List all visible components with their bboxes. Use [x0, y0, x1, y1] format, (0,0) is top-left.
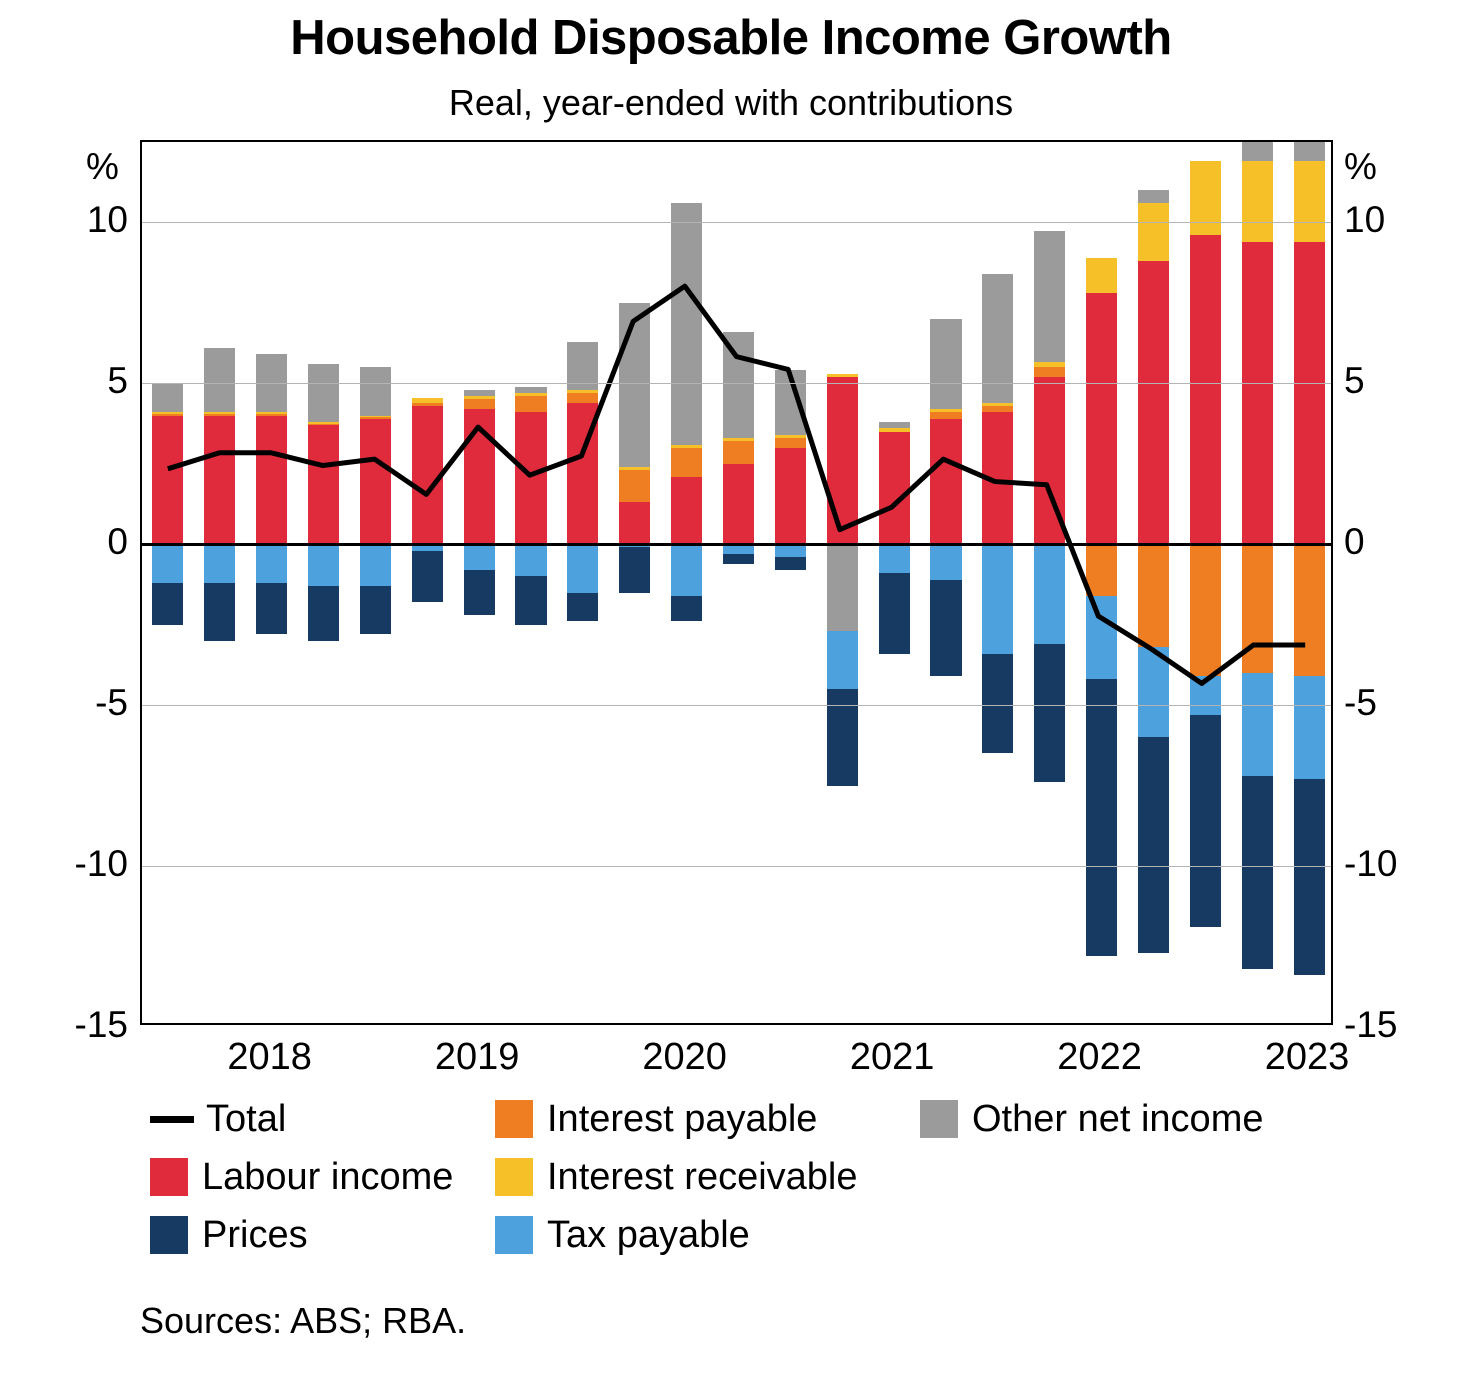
- y-tick-label: -10: [1344, 843, 1398, 885]
- x-tick-label: 2019: [434, 1036, 520, 1078]
- color-swatch-icon: [495, 1216, 533, 1254]
- y-tick-label: 0: [1344, 521, 1365, 563]
- legend-label: Other net income: [972, 1097, 1264, 1140]
- y-tick-label: -10: [74, 843, 128, 885]
- color-swatch-icon: [150, 1158, 188, 1196]
- legend-row: [150, 1206, 1400, 1264]
- gridline: [142, 705, 1331, 706]
- y-axis-unit-right: %: [1344, 146, 1377, 187]
- legend-row: [150, 1148, 1400, 1206]
- x-tick-label: 2020: [642, 1036, 727, 1078]
- chart-legend: [150, 1090, 1400, 1264]
- legend-item-total: [150, 1098, 495, 1141]
- plot-area: [140, 140, 1333, 1025]
- sources-note: Sources: ABS; RBA.: [140, 1300, 467, 1341]
- y-tick-label: 5: [107, 360, 128, 402]
- y-tick-label: 10: [86, 199, 128, 241]
- legend-item-labour-income: [150, 1156, 495, 1199]
- x-tick-label: 2023: [1264, 1036, 1350, 1078]
- y-tick-label: 10: [1344, 199, 1386, 241]
- legend-item-prices: [150, 1214, 495, 1257]
- legend-row: [150, 1090, 1400, 1148]
- x-tick-label: 2018: [227, 1036, 312, 1078]
- legend-label: Tax payable: [547, 1213, 750, 1256]
- legend-label: Prices: [202, 1213, 308, 1256]
- gridline: [142, 383, 1331, 384]
- color-swatch-icon: [495, 1100, 533, 1138]
- zero-axis-line: [142, 543, 1331, 546]
- y-tick-label: -5: [95, 682, 128, 724]
- color-swatch-icon: [150, 1216, 188, 1254]
- legend-label: Total: [206, 1097, 287, 1140]
- y-tick-label: -5: [1344, 682, 1377, 724]
- y-tick-label: 5: [1344, 360, 1365, 402]
- gridline: [142, 866, 1331, 867]
- y-tick-label: 0: [107, 521, 128, 563]
- line-swatch-icon: [150, 1116, 194, 1123]
- chart-subtitle: Real, year-ended with contributions: [448, 82, 1014, 123]
- x-tick-label: 2021: [849, 1036, 935, 1078]
- legend-item-other-net-income: [920, 1098, 1360, 1141]
- legend-item-interest-receivable: [495, 1156, 920, 1199]
- color-swatch-icon: [495, 1158, 533, 1196]
- x-tick-label: 2022: [1057, 1036, 1142, 1078]
- page-title: Household Disposable Income Growth: [290, 11, 1172, 65]
- y-tick-label: -15: [1344, 1004, 1398, 1045]
- legend-label: Interest payable: [547, 1097, 818, 1140]
- legend-item-interest-payable: [495, 1098, 920, 1141]
- y-tick-label: -15: [74, 1004, 128, 1045]
- color-swatch-icon: [920, 1100, 958, 1138]
- legend-item-tax-payable: [495, 1214, 920, 1257]
- legend-label: Interest receivable: [547, 1155, 858, 1198]
- y-axis-unit-left: %: [86, 146, 119, 187]
- total-line-layer: [142, 142, 1331, 1023]
- total-line: [168, 286, 1305, 683]
- gridline: [142, 222, 1331, 223]
- legend-label: Labour income: [202, 1155, 454, 1198]
